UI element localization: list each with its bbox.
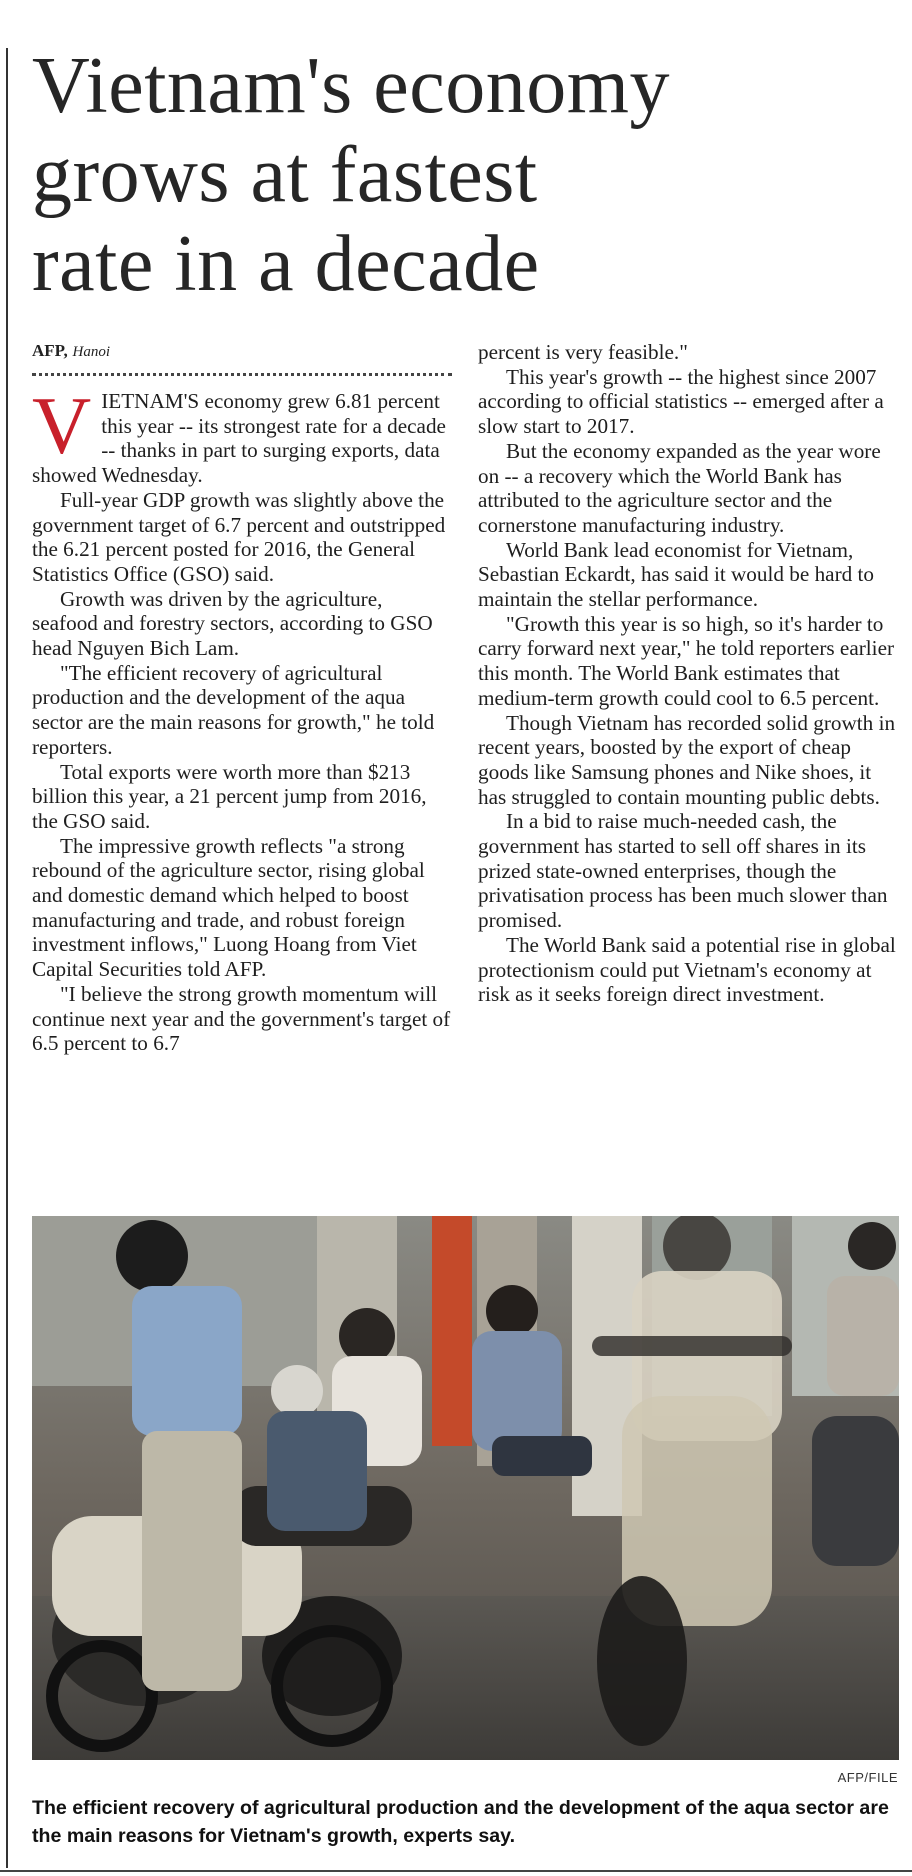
headline xyxy=(32,42,892,309)
drop-cap: V xyxy=(32,380,92,471)
headline-line-3: rate in a decade xyxy=(32,220,540,308)
left-column-rule xyxy=(6,48,8,1868)
photo-credit: AFP/FILE xyxy=(837,1770,898,1785)
article-column-right xyxy=(478,340,898,1007)
headline-line-2: grows at fastest xyxy=(32,131,538,219)
article-paragraph: The impressive growth reflects "a strong rebound of the agriculture sector, rising global and domestic demand which helped to boost manufacturing and trade, and robust foreign investment inflows," Luong Hoang from Viet Capital Securities told AFP. xyxy=(32,833,425,982)
photo-caption: The efficient recovery of agricultural production and the development of the aqua sector are the main reasons for Vietnam's growth, experts say. xyxy=(32,1797,889,1847)
article-paragraph: World Bank lead economist for Vietnam, Sebastian Eckardt, has said it would be hard to maintain the stellar performance. xyxy=(478,537,874,612)
article-paragraph: This year's growth -- the highest since 2007 according to official statistics -- emerged after a slow start to 2017. xyxy=(478,364,884,439)
article-paragraph: Though Vietnam has recorded solid growth in recent years, boosted by the export of cheap goods like Samsung phones and Nike shoes, it has struggled to contain mounting public debts. xyxy=(478,710,896,809)
article-paragraph: Growth was driven by the agriculture, seafood and forestry sectors, according to GSO head Nguyen Bich Lam. xyxy=(32,586,433,661)
article-paragraph: "The efficient recovery of agricultural production and the development of the aqua sector are the main reasons for growth," he told reporters. xyxy=(32,660,435,759)
article-paragraph: The World Bank said a potential rise in global protectionism could put Vietnam's economy at risk as it seeks foreign direct investment. xyxy=(478,932,896,1007)
byline-agency: AFP, xyxy=(32,341,68,360)
byline-city: Hanoi xyxy=(72,344,110,360)
byline-divider xyxy=(32,373,452,376)
article-paragraph: But the economy expanded as the year wore on -- a recovery which the World Bank has attributed to the agriculture sector and the cornerstone manufacturing industry. xyxy=(478,438,881,537)
headline-line-1: Vietnam's economy xyxy=(32,42,670,130)
lead-text: IETNAM'S economy grew 6.81 percent this year -- its strongest rate for a decade -- thanks in part to surging exports, data showed Wednesday. xyxy=(32,389,446,488)
byline xyxy=(32,340,110,362)
article-paragraph: Full-year GDP growth was slightly above the government target of 6.7 percent and outstripped the 6.21 percent posted for 2016, the General Statistics Office (GSO) said. xyxy=(32,487,446,586)
article-paragraph: "I believe the strong growth momentum will continue next year and the government's target of 6.5 percent to 6.7 xyxy=(32,981,451,1056)
article-paragraph: Total exports were worth more than $213 billion this year, a 21 percent jump from 2016, the GSO said. xyxy=(32,759,427,833)
lead-paragraph xyxy=(32,380,452,488)
article-column-left xyxy=(32,380,452,1056)
continued-text: percent is very feasible." xyxy=(478,340,688,364)
street-scene-photo xyxy=(32,1216,899,1760)
article-paragraph: "Growth this year is so high, so it's harder to carry forward next year," he told reporters earlier this month. The World Bank estimates that medium-term growth could cool to 6.5 percent. xyxy=(478,611,895,710)
bottom-rule xyxy=(0,1870,912,1872)
article-paragraph: In a bid to raise much-needed cash, the government has started to sell off shares in its prized state-owned enterprises, though the privatisation process has been much slower than promised. xyxy=(478,809,888,933)
